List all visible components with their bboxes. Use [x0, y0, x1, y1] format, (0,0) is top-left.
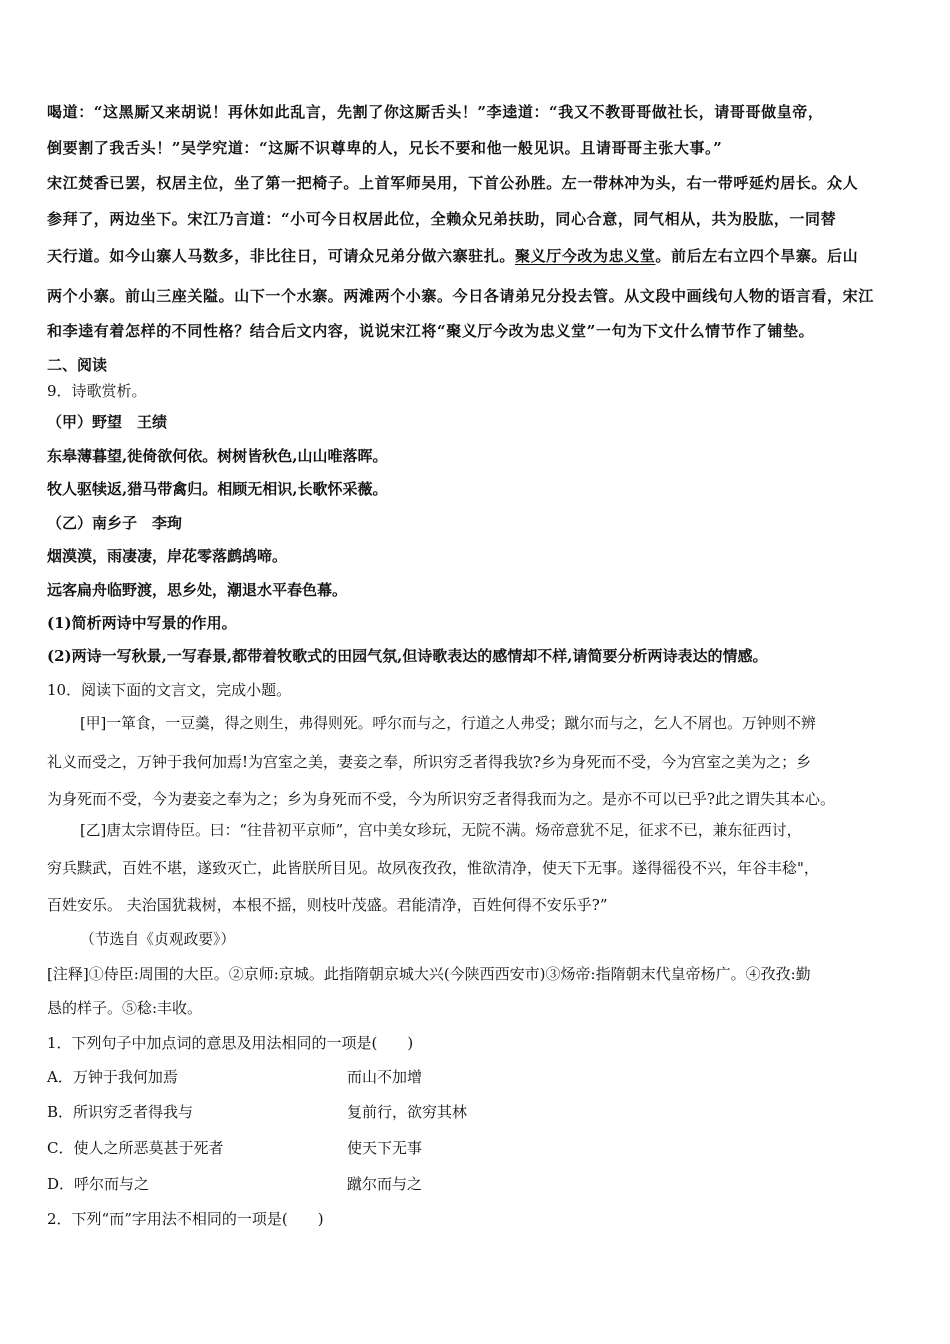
- poem-1-title: （甲）野望 王绩: [47, 413, 168, 431]
- passage-text: 天行道。如今山寨人马数多，非比往日，可请众兄弟分做六寨驻扎。: [47, 247, 516, 265]
- passage-text: 。前后左右立四个旱寨。后山: [655, 247, 859, 265]
- sub-question-1: (1)简析两诗中写景的作用。: [47, 614, 237, 632]
- option-b[interactable]: [47, 1101, 917, 1123]
- option-pair: 复前行，欲穷其林: [347, 1103, 468, 1121]
- passage-line: 倒要割了我舌头！”吴学究道：“这厮不识尊卑的人，兄长不要和他一般见识。且请哥哥主张大事。”: [47, 139, 723, 157]
- source-citation: （节选自《贞观政要》）: [80, 931, 236, 948]
- sub-question-2-stem: 2．下列“而”字用法不相同的一项是( ): [47, 1210, 324, 1228]
- jia-text-line: 礼义而受之，万钟于我何加焉!为宫室之美，妻妾之奉，所识穷乏者得我欤?乡为身死而不受，今为宫室之美为之；乡: [47, 753, 812, 771]
- option-label: C．使人之所恶莫甚于死者: [47, 1139, 224, 1157]
- poem-1-line: 牧人驱犊返,猎马带禽归。相顾无相识,长歌怀采薇。: [47, 480, 388, 498]
- option-label: D．呼尔而与之: [47, 1175, 150, 1193]
- poem-2-line: 远客扁舟临野渡，思乡处，潮退水平春色幕。: [47, 581, 348, 599]
- question-10-title: 10．阅读下面的文言文，完成小题。: [47, 681, 292, 699]
- underlined-sentence: 聚义厅今改为忠义堂: [515, 247, 656, 265]
- sub-question-1-stem: 1．下列句子中加点词的意思及用法相同的一项是( ): [47, 1034, 414, 1052]
- option-pair: 蹴尔而与之: [347, 1175, 423, 1193]
- notes-line: 恳的样子。⑤稔:丰收。: [47, 999, 203, 1017]
- jia-text-line: [甲]一箪食，一豆羹，得之则生，弗得则死。呼尔而与之，行道之人弗受；蹴尔而与之，乞人不屑也。万钟则不辨: [80, 715, 816, 732]
- question-prompt: 和李逵有着怎样的不同性格？结合后文内容，说说宋江将“聚义厅今改为忠义堂”一句为下文什么情节作了铺垫。: [47, 322, 815, 340]
- passage-line-with-underline: [47, 245, 917, 267]
- passage-line: 宋江焚香已罢，权居主位，坐了第一把椅子。上首军师吴用，下首公孙胜。左一带林冲为头，右一带呼延灼居长。众人: [47, 174, 859, 192]
- notes-line: [注释]①侍臣:周围的大臣。②京师:京城。此指隋朝京城大兴(今陕西西安市)③炀帝:指隋朝末代皇帝杨广。④孜孜:勤: [47, 965, 811, 983]
- question-9-title: 9．诗歌赏析。: [47, 382, 147, 400]
- option-label: B．所识穷乏者得我与: [47, 1103, 194, 1121]
- yi-text-line: 穷兵黩武，百姓不堪，遂致灭亡，此皆朕所目见。故夙夜孜孜，惟欲清净，使天下无事。遂得徭役不兴，年谷丰稔"，: [47, 859, 819, 877]
- option-d[interactable]: [47, 1173, 917, 1195]
- option-c[interactable]: [47, 1137, 917, 1159]
- poem-1-line: 东皋薄暮望,徙倚欲何依。树树皆秋色,山山唯落晖。: [47, 447, 388, 465]
- yi-text-line: [乙]唐太宗谓侍臣。曰：“往昔初平京师”，宫中美女珍玩，无院不满。炀帝意犹不足，征求不已，兼东征西讨，: [80, 822, 802, 839]
- poem-2-line: 烟漠漠，雨凄凄，岸花零落鹧鸪啼。: [47, 547, 288, 565]
- option-pair: 使天下无事: [347, 1139, 423, 1157]
- passage-line: 喝道：“这黑厮又来胡说！再休如此乱言，先割了你这厮舌头！”李逵道：“我又不教哥哥做社长，请哥哥做皇帝，: [47, 103, 824, 121]
- option-label: A．万钟于我何加焉: [47, 1068, 178, 1086]
- passage-line: 参拜了，两边坐下。宋江乃言道：“小可今日权居此位，全赖众兄弟扶助，同心合意，同气相从，共为股肱，一同替: [47, 210, 837, 228]
- option-pair: 而山不加增: [347, 1068, 423, 1086]
- yi-text-line: 百姓安乐。 夫治国犹栽树，本根不摇，则枝叶茂盛。君能清净，百姓何得不安乐乎?”: [47, 896, 608, 914]
- option-a[interactable]: [47, 1066, 917, 1088]
- poem-2-title: （乙）南乡子 李珣: [47, 514, 183, 532]
- section-heading: 二、阅读: [47, 356, 108, 374]
- passage-line: 两个小寨。前山三座关隘。山下一个水寨。两滩两个小寨。今日各请弟兄分投去管。从文段中画线句人物的语言看，宋江: [47, 287, 874, 305]
- sub-question-2: (2)两诗一写秋景,一写春景,都带着牧歌式的田园气氛,但诗歌表达的感情却不样,请简要分析两诗表达的情感。: [47, 647, 768, 665]
- jia-text-line: 为身死而不受，今为妻妾之奉为之；乡为身死而不受，今为所识穷乏者得我而为之。是亦不可以已乎?此之谓失其本心。: [47, 790, 836, 808]
